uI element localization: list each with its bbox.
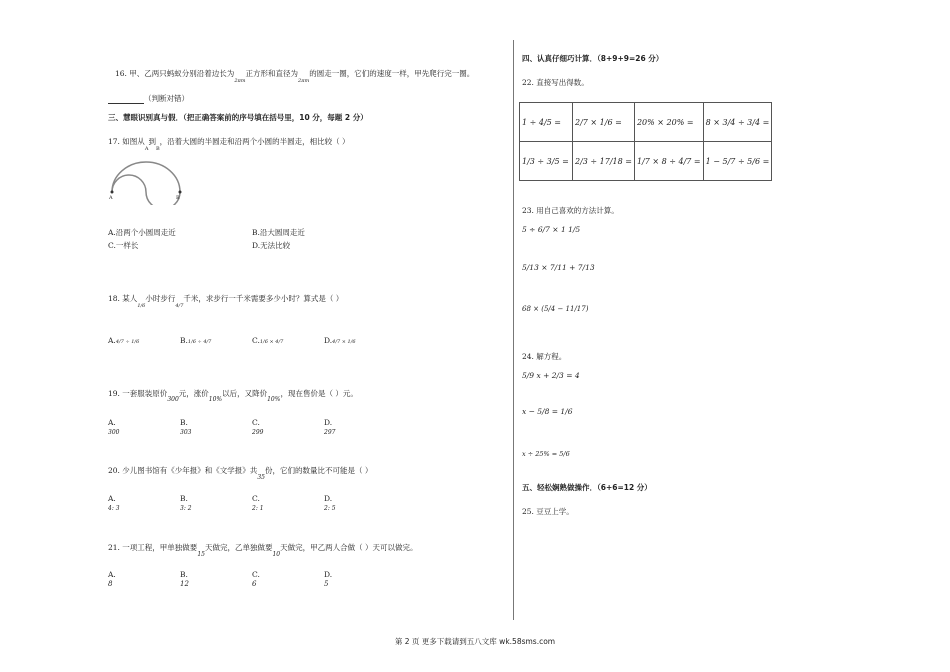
question-20: 20. 少儿图书馆有《少年报》和《文学报》共$_{35}$份，它们的数量比不可能是（ ）: [108, 466, 373, 481]
point-b: [179, 191, 182, 194]
q19-option-a[interactable]: A. 300: [108, 418, 120, 436]
q20-option-a[interactable]: A. 4: 3: [108, 494, 120, 512]
q18-option-c[interactable]: C.1/6 × 4/7: [252, 336, 284, 345]
q17-option-d[interactable]: D.无法比较: [252, 241, 291, 250]
q24-item-2: x − 5/8 = 1/6: [522, 407, 573, 416]
question-21: 21. 一项工程，甲单独做要$_{15}$天做完，乙单独做要$_{10}$天做完，甲乙两人合做（ ）天可以做完。: [108, 543, 418, 558]
q19-option-b[interactable]: B. 303: [180, 418, 192, 436]
small-semicircle-right: [146, 192, 180, 205]
small-semicircle-left: [112, 175, 146, 192]
q18-option-b[interactable]: B.1/6 ÷ 4/7: [180, 336, 212, 345]
table-cell: 1 ÷ 4/5 =: [520, 103, 573, 142]
q19-option-c[interactable]: C. 299: [252, 418, 264, 436]
table-row: [520, 103, 772, 142]
q23-item-3: 68 × (5/4 − 11/17): [522, 305, 589, 313]
q18-option-a[interactable]: A.4/7 ÷ 1/6: [108, 336, 140, 345]
q23-item-2: 5/13 × 7/11 + 7/13: [522, 263, 595, 272]
q24-item-3: x ÷ 25% = 5/6: [522, 450, 570, 458]
question-23: 23. 用自己喜欢的方法计算。: [522, 206, 619, 215]
section-3-heading: 三、慧眼识别真与假．（把正确答案前的序号填在括号里，10 分，每题 2 分）: [108, 113, 368, 122]
table-cell: 20% × 20% =: [634, 103, 703, 142]
q21-option-b[interactable]: B. 12: [180, 570, 189, 588]
label-b: B: [176, 195, 180, 201]
section-5-heading: 五、轻松娴熟做操作．（6+6=12 分）: [522, 483, 652, 492]
table-cell: 8 × 3/4 ÷ 3/4 =: [703, 103, 772, 142]
q18-option-d[interactable]: D.4/7 × 1/6: [324, 336, 356, 345]
table-cell: 2/7 × 1/6 =: [573, 103, 635, 142]
answer-blank[interactable]: [108, 95, 144, 104]
point-a: [111, 191, 114, 194]
section-4-heading: 四、认真仔细巧计算．（8+9+9=26 分）: [522, 54, 664, 63]
q21-option-c[interactable]: C. 6: [252, 570, 260, 588]
q24-item-1: 5/9 x + 2/3 = 4: [522, 371, 580, 380]
question-19: 19. 一套服装原价$_{300}$元，涨价$_{10\%}$以后，又降价$_{10\%}$，现在售价是（ ）元。: [108, 389, 358, 403]
mental-math-table: [519, 102, 772, 181]
table-cell: 1 − 5/7 ÷ 5/6 =: [703, 142, 772, 181]
question-16-answer: （判断对错）: [108, 93, 189, 104]
q23-item-1: 5 ÷ 6/7 × 1 1/5: [522, 225, 581, 234]
question-16: 16. 甲、乙两只蚂蚁分别沿着边长为$_{2\pi m}$正方形和直径为$_{2\pi m}$的圆走一圈，它们的速度一样，甲先爬行完一圈。: [115, 69, 475, 84]
question-24: 24. 解方程。: [522, 352, 567, 361]
q20-option-c[interactable]: C. 2: 1: [252, 494, 264, 512]
question-18: 18. 某人$_{1/6}$小时步行$_{4/7}$千米，求步行一千米需要多少小时？算式是（ ）: [108, 294, 344, 309]
question-17: 17. 如图从$_A$到$_B$，沿着大圆的半圆走和沿两个小圆的半圆走，相比较（ ）: [108, 137, 350, 152]
table-cell: 2/3 ÷ 17/18 =: [573, 142, 635, 181]
q20-option-b[interactable]: B. 3: 2: [180, 494, 192, 512]
question-22: 22. 直接写出得数。: [522, 78, 589, 87]
table-cell: 1/3 ÷ 3/5 =: [520, 142, 573, 181]
q17-option-c[interactable]: C.一样长: [108, 241, 139, 250]
table-cell: 1/7 × 8 ÷ 4/7 =: [634, 142, 703, 181]
page-footer: 第 2 页 更多下载请到五八文库 wk.58sms.com: [394, 637, 556, 646]
q21-option-d[interactable]: D. 5: [324, 570, 333, 588]
q20-option-d[interactable]: D. 2: 5: [324, 494, 336, 512]
table-row: [520, 142, 772, 181]
column-divider: [513, 40, 514, 620]
q21-option-a[interactable]: A. 8: [108, 570, 116, 588]
q17-option-a[interactable]: A.沿两个小圆周走近: [108, 228, 176, 237]
question-25: 25. 豆豆上学。: [522, 507, 574, 516]
q19-option-d[interactable]: D. 297: [324, 418, 336, 436]
q17-option-b[interactable]: B.沿大圆周走近: [252, 228, 305, 237]
label-a: A: [109, 195, 113, 201]
